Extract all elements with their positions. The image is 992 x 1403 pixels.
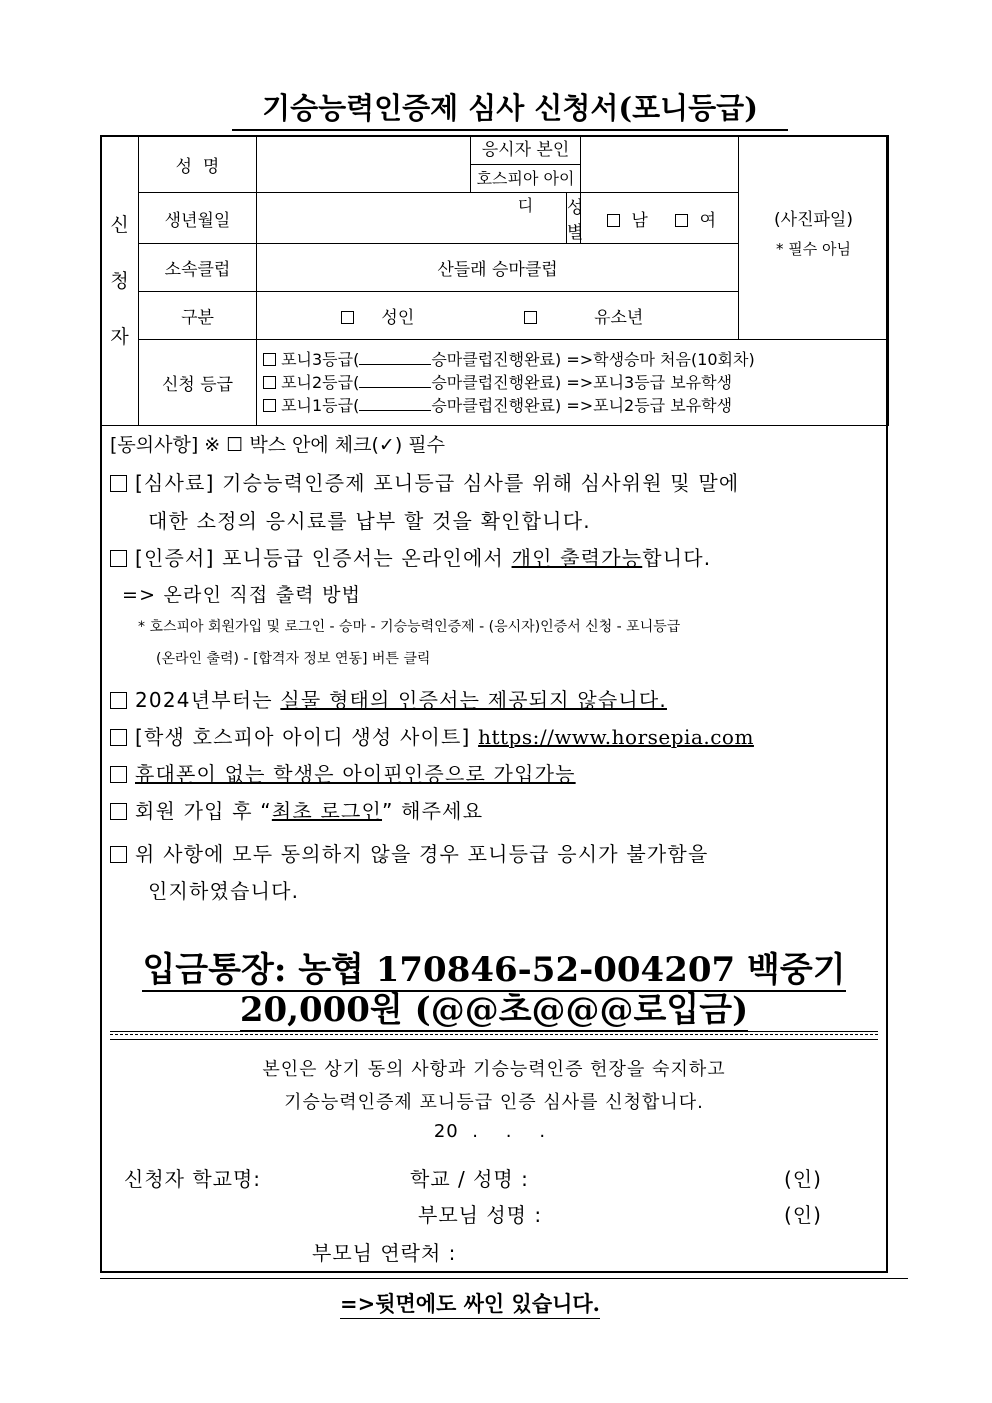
applicant-school-label: 신청자 학교명: (124, 1167, 262, 1191)
agreement-item-consent-cont: 인지하였습니다. (148, 879, 300, 903)
school-name-label: 학교 / 성명 : (410, 1167, 529, 1191)
separator-line (110, 1031, 878, 1040)
grade-option[interactable]: 포니3등급( 승마클럽진행완료) =>학생승마 처음(10회차) (263, 348, 888, 371)
footer-line (100, 1278, 908, 1279)
agreement-item-fee-cont: 대한 소정의 응시료를 납부 할 것을 확인합니다. (148, 509, 591, 533)
login-checkbox[interactable] (110, 803, 127, 820)
site-checkbox[interactable] (110, 729, 127, 746)
agreement-item-ipin[interactable]: 휴대폰이 없는 학생은 아이핀인증으로 가입가능 (110, 758, 885, 787)
grade-option[interactable]: 포니1등급( 승마클럽진행완료) =>포니2등급 보유학생 (263, 394, 888, 417)
declaration-line-1: 본인은 상기 동의 사항과 기승능력인증 헌장을 숙지하고 (262, 1059, 726, 1080)
agreement-item-site[interactable]: [학생 호스피아 아이디 생성 사이트] https://www.horsepia.com (110, 721, 885, 750)
seal-2: (인) (784, 1203, 822, 1227)
online-method: => 온라인 직접 출력 방법 (122, 584, 362, 606)
separator-dash (110, 1034, 878, 1035)
grade-option[interactable]: 포니2등급( 승마클럽진행완료) =>포니3등급 보유학생 (263, 371, 888, 394)
grade-label: 신청 등급 (139, 340, 257, 426)
bank-amount: 20,000원 (@@초@@@로입금) (239, 990, 749, 1030)
online-step-2: (온라인 출력) - [합격자 정보 연동] 버튼 클릭 (156, 651, 431, 667)
birth-label: 생년월일 (139, 193, 257, 244)
back-note: =>뒷면에도 싸인 있습니다. (340, 1288, 600, 1319)
online-step-1: * 호스피아 회원가입 및 로그인 - 승마 - 기승능력인증제 - (응시자)인증서 신청 - 포니등급 (138, 619, 681, 635)
adult-label: 성인 (381, 308, 415, 328)
applicant-side-label: 신 청 자 (101, 136, 139, 426)
female-label: 여 (699, 210, 717, 231)
declaration-date: 20 . . . (433, 1121, 547, 1142)
bank-account: 입금통장: 농협 170846-52-004207 백중기 (142, 950, 846, 990)
agreement-item-fee[interactable]: [심사료] 기승능력인증제 포니등급 심사를 위해 심사위원 및 말에 (110, 467, 885, 496)
self-label: 응시자 본인 (471, 136, 580, 165)
seal-1: (인) (784, 1167, 822, 1191)
name-label: 성 명 (139, 136, 257, 193)
photo-note: * 필수 아님 (776, 239, 851, 258)
item-2024-checkbox[interactable] (110, 692, 127, 709)
youth-label: 유소년 (594, 308, 644, 328)
horsepia-label: 호스피아 아이디 (476, 169, 575, 215)
form-title: 기승능력인증제 심사 신청서(포니등급) (232, 86, 788, 131)
horsepia-link[interactable]: https://www.horsepia.com (478, 725, 754, 749)
parent-contact-label: 부모님 연락처 : (312, 1241, 457, 1265)
gender-label: 성별 (567, 193, 581, 244)
certificate-checkbox[interactable] (110, 550, 127, 567)
declaration-line-2: 기승능력인증제 포니등급 인증 심사를 신청합니다. (284, 1092, 704, 1113)
agreement-item-2024[interactable]: 2024년부터는 실물 형태의 인증서는 제공되지 않습니다. (110, 684, 885, 713)
club-value: 산들래 승마클럽 (257, 244, 739, 292)
consent-checkbox[interactable] (110, 846, 127, 863)
agreement-item-certificate[interactable]: [인증서] 포니등급 인증서는 온라인에서 개인 출력가능합니다. (110, 542, 885, 571)
club-label: 소속클럽 (139, 244, 257, 292)
agreement-item-login[interactable]: 회원 가입 후 “최초 로그인” 해주세요 (110, 795, 885, 824)
ipin-checkbox[interactable] (110, 766, 127, 783)
agreement-item-consent[interactable]: 위 사항에 모두 동의하지 않을 경우 포니등급 응시가 불가함을 (110, 838, 885, 867)
parent-name-label: 부모님 성명 : (418, 1203, 543, 1227)
fee-checkbox[interactable] (110, 475, 127, 492)
male-label: 남 (631, 210, 648, 231)
category-label: 구분 (139, 292, 257, 340)
agreement-header: [동의사항] ※ ☐ 박스 안에 체크(✓) 필수 (110, 434, 446, 456)
photo-label: (사진파일) (774, 209, 853, 230)
